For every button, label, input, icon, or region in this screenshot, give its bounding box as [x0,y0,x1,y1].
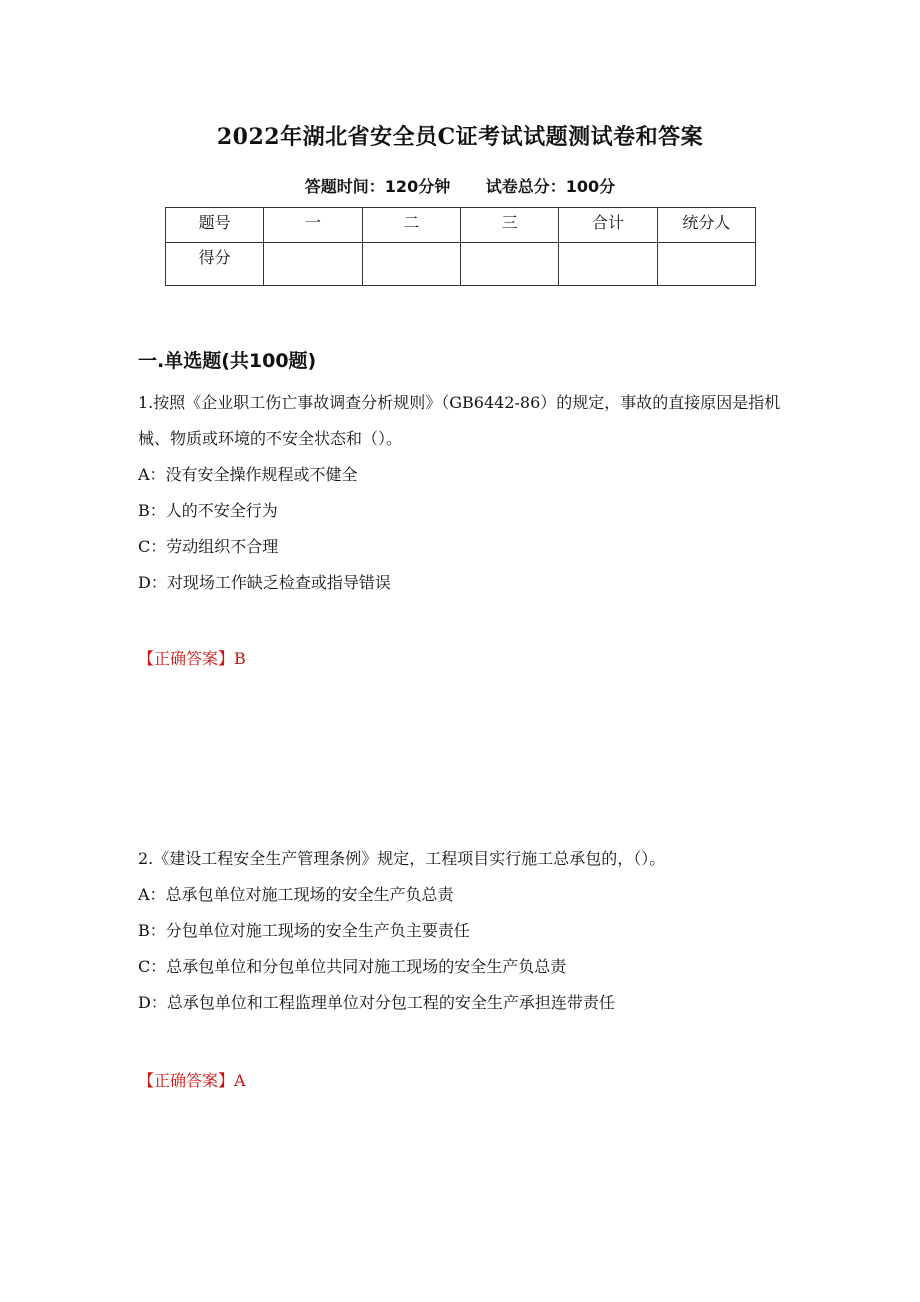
score-table [165,207,756,286]
score-row-label: 得分 [166,243,264,286]
question-2-answer [138,1068,246,1091]
answer-value: A [234,1071,246,1090]
score-cell [264,243,362,286]
score-table-row [166,243,756,286]
question-option-c: C：劳动组织不合理 [138,537,279,556]
question-option-b: B：分包单位对施工现场的安全生产负主要责任 [138,921,470,940]
score-cell [657,243,755,286]
score-table-header-row [166,208,756,243]
score-table-header: 合计 [559,208,657,243]
answer-label: 【正确答案】 [138,649,235,668]
score-cell [559,243,657,286]
question-option-d: D：对现场工作缺乏检查或指导错误 [138,573,391,592]
question-stem: 1.按照《企业职工伤亡事故调查分析规则》（GB6442-86）的规定，事故的直接原因是指机械、物质或环境的不安全状态和（）。 [138,393,781,448]
score-table-header: 二 [362,208,460,243]
score-cell [362,243,460,286]
question-option-a: A：没有安全操作规程或不健全 [138,465,358,484]
exam-time: 答题时间：120分钟 [304,177,451,196]
exam-info [0,174,920,197]
question-option-b: B：人的不安全行为 [138,501,278,520]
score-table-header: 三 [460,208,558,243]
score-table-header: 统分人 [657,208,755,243]
page-title: 2022年湖北省安全员C证考试试题测试卷和答案 [216,124,704,150]
question-stem: 2.《建设工程安全生产管理条例》规定，工程项目实行施工总承包的，（）。 [138,849,666,868]
question-1-answer [138,646,246,669]
answer-label: 【正确答案】 [138,1071,235,1090]
question-1 [138,385,798,601]
question-option-d: D：总承包单位和工程监理单位对分包工程的安全生产承担连带责任 [138,993,615,1012]
question-option-a: A：总承包单位对施工现场的安全生产负总责 [138,885,454,904]
score-table-header: 题号 [166,208,264,243]
section-title: 一.单选题(共100题) [138,350,317,372]
question-2 [138,841,798,1021]
score-table-header: 一 [264,208,362,243]
question-option-c: C：总承包单位和分包单位共同对施工现场的安全生产负总责 [138,957,567,976]
answer-value: B [234,649,246,668]
score-cell [460,243,558,286]
exam-total-score: 试卷总分：100分 [485,177,616,196]
